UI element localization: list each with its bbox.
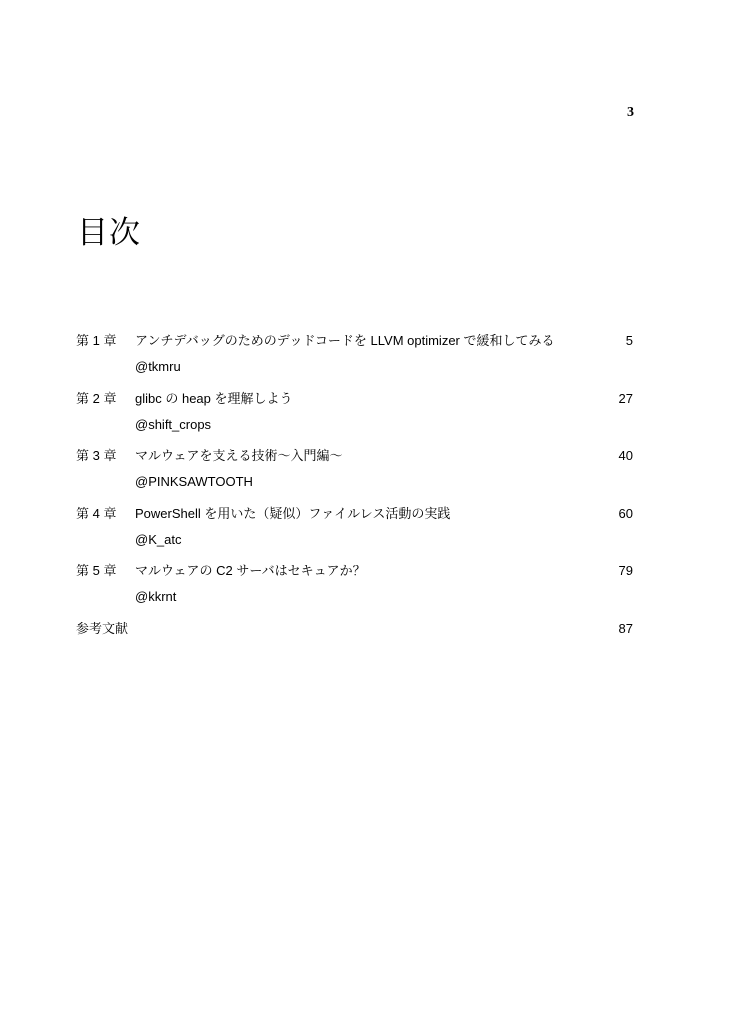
chapter-title[interactable]: マルウェアを支える技術～入門編～ xyxy=(135,448,343,463)
chapter-page-number: 5 xyxy=(625,333,633,348)
toc-title: 目次 xyxy=(77,215,141,251)
chapter-row xyxy=(76,332,633,350)
chapter-author: @tkmru xyxy=(135,359,181,374)
chapter-row xyxy=(76,562,633,580)
chapter-page-number: 79 xyxy=(618,563,633,578)
chapter-author: @PINKSAWTOOTH xyxy=(135,474,253,489)
chapter-title[interactable]: glibc の heap を理解しよう xyxy=(135,390,293,406)
chapter-page-number: 60 xyxy=(618,505,633,521)
toc-entry-chapter-4[interactable] xyxy=(76,505,633,563)
chapter-title[interactable]: PowerShell を用いた（疑似）ファイルレス活動の実践 xyxy=(135,505,451,521)
chapter-page-number: 40 xyxy=(618,448,633,463)
chapter-row xyxy=(76,505,633,523)
chapter-title[interactable]: マルウェアの C2 サーバはセキュアか？ xyxy=(135,563,366,578)
bibliography-title[interactable]: 参考文献 xyxy=(76,620,129,636)
chapter-page-number: 27 xyxy=(618,390,633,406)
page-number: 3 xyxy=(627,105,634,120)
chapter-row xyxy=(76,390,633,408)
toc-entry-chapter-5[interactable] xyxy=(76,562,633,620)
chapter-number: 第 5 章 xyxy=(76,563,117,578)
chapter-row xyxy=(76,447,633,465)
chapter-number: 第 2 章 xyxy=(76,390,117,406)
chapter-number: 第 4 章 xyxy=(76,505,117,521)
chapter-number: 第 1 章 xyxy=(76,333,117,348)
chapter-author: @kkrnt xyxy=(135,589,177,604)
chapter-title[interactable]: アンチデバッグのためのデッドコードを LLVM optimizer で緩和してみる xyxy=(135,333,555,348)
toc-entry-bibliography[interactable] xyxy=(76,620,633,638)
toc-entry-chapter-1[interactable] xyxy=(76,332,633,390)
toc-list xyxy=(76,332,633,638)
chapter-number: 第 3 章 xyxy=(76,448,117,463)
bibliography-page-number: 87 xyxy=(618,620,633,636)
chapter-author: @shift_crops xyxy=(135,416,212,432)
chapter-author: @K_atc xyxy=(135,531,182,547)
toc-entry-chapter-2[interactable] xyxy=(76,390,633,448)
toc-entry-chapter-3[interactable] xyxy=(76,447,633,505)
